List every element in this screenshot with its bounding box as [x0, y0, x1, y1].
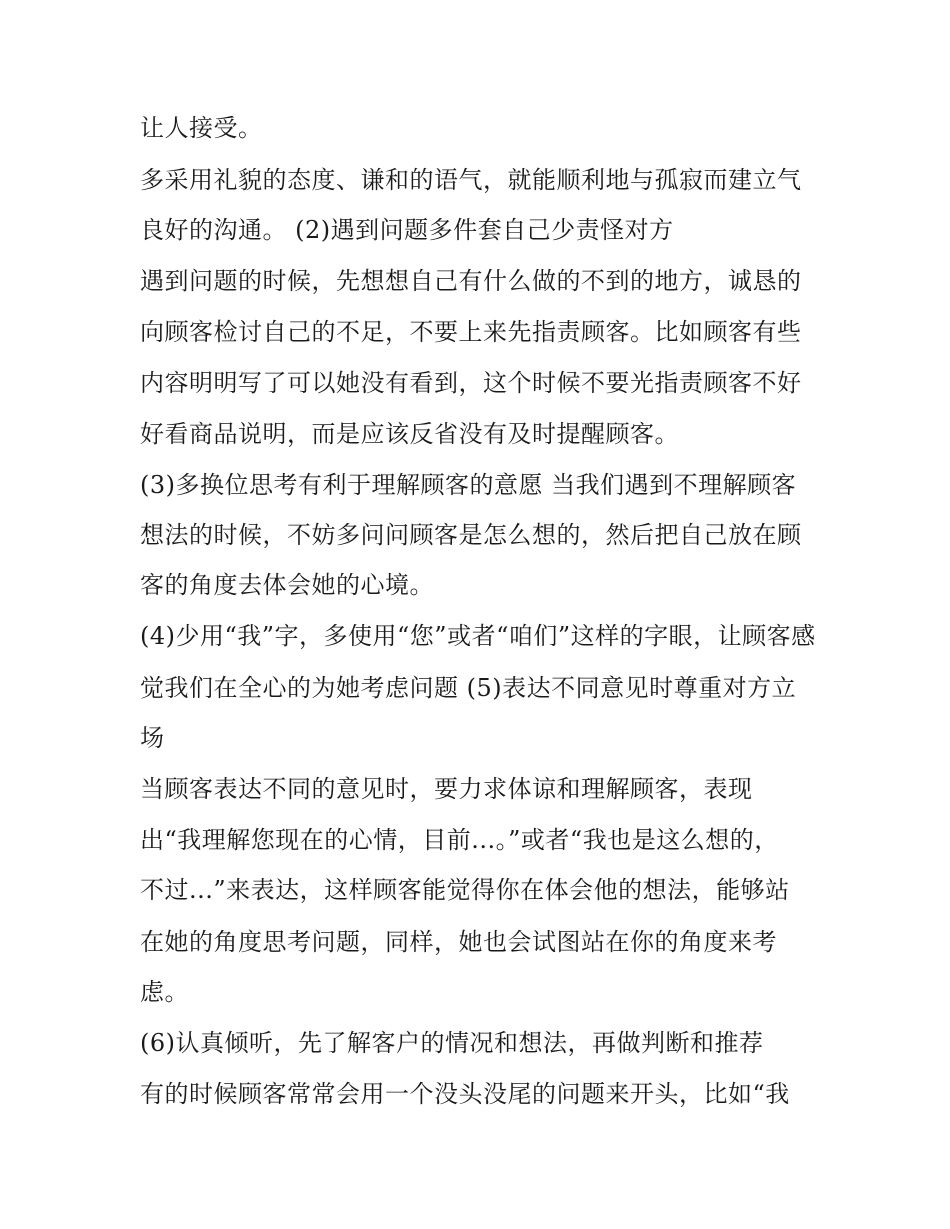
text-line: 让人接受。 [140, 114, 263, 142]
text-line: (3)多换位思考有利于理解顾客的意愿 当我们遇到不理解顾客 [140, 471, 797, 499]
text-line: 多采用礼貌的态度、谦和的语气，就能顺利地与孤寂而建立气 [140, 166, 802, 194]
text-line: 内容明明写了可以她没有看到，这个时候不要光指责顾客不好 [140, 369, 802, 397]
text-line: 有的时候顾客常常会用一个没头没尾的问题来开头，比如“我 [140, 1080, 790, 1108]
text-line: 好看商品说明，而是应该反省没有及时提醒顾客。 [140, 420, 679, 448]
text-line: 出“我理解您现在的心情，目前...。”或者“我也是这么想的， [140, 826, 779, 854]
text-line: 当顾客表达不同的意见时，要力求体谅和理解顾客，表现 [140, 775, 753, 803]
text-line: 不过...”来表达，这样顾客能觉得你在体会他的想法，能够站 [140, 876, 790, 904]
text-line: 虑。 [140, 978, 189, 1006]
text-line: 场 [140, 724, 165, 752]
text-line: 想法的时候，不妨多问问顾客是怎么想的，然后把自己放在顾 [140, 521, 802, 549]
text-line: 良好的沟通。 (2)遇到问题多件套自己少责怪对方 [140, 216, 674, 244]
text-line: 遇到问题的时候，先想想自己有什么做的不到的地方，诚恳的 [140, 267, 802, 295]
text-line: 客的角度去体会她的心境。 [140, 571, 434, 599]
text-line: 向顾客检讨自己的不足，不要上来先指责顾客。比如顾客有些 [140, 318, 802, 346]
text-line: 在她的角度思考问题，同样，她也会试图站在你的角度来考 [140, 928, 777, 956]
text-line: (6)认真倾听，先了解客户的情况和想法，再做判断和推荐 [140, 1029, 764, 1057]
text-line: 觉我们在全心的为她考虑问题 (5)表达不同意见时尊重对方立 [140, 674, 797, 702]
text-line: (4)少用“我”字，多使用“您”或者“咱们”这样的字眼，让顾客感 [140, 622, 816, 650]
